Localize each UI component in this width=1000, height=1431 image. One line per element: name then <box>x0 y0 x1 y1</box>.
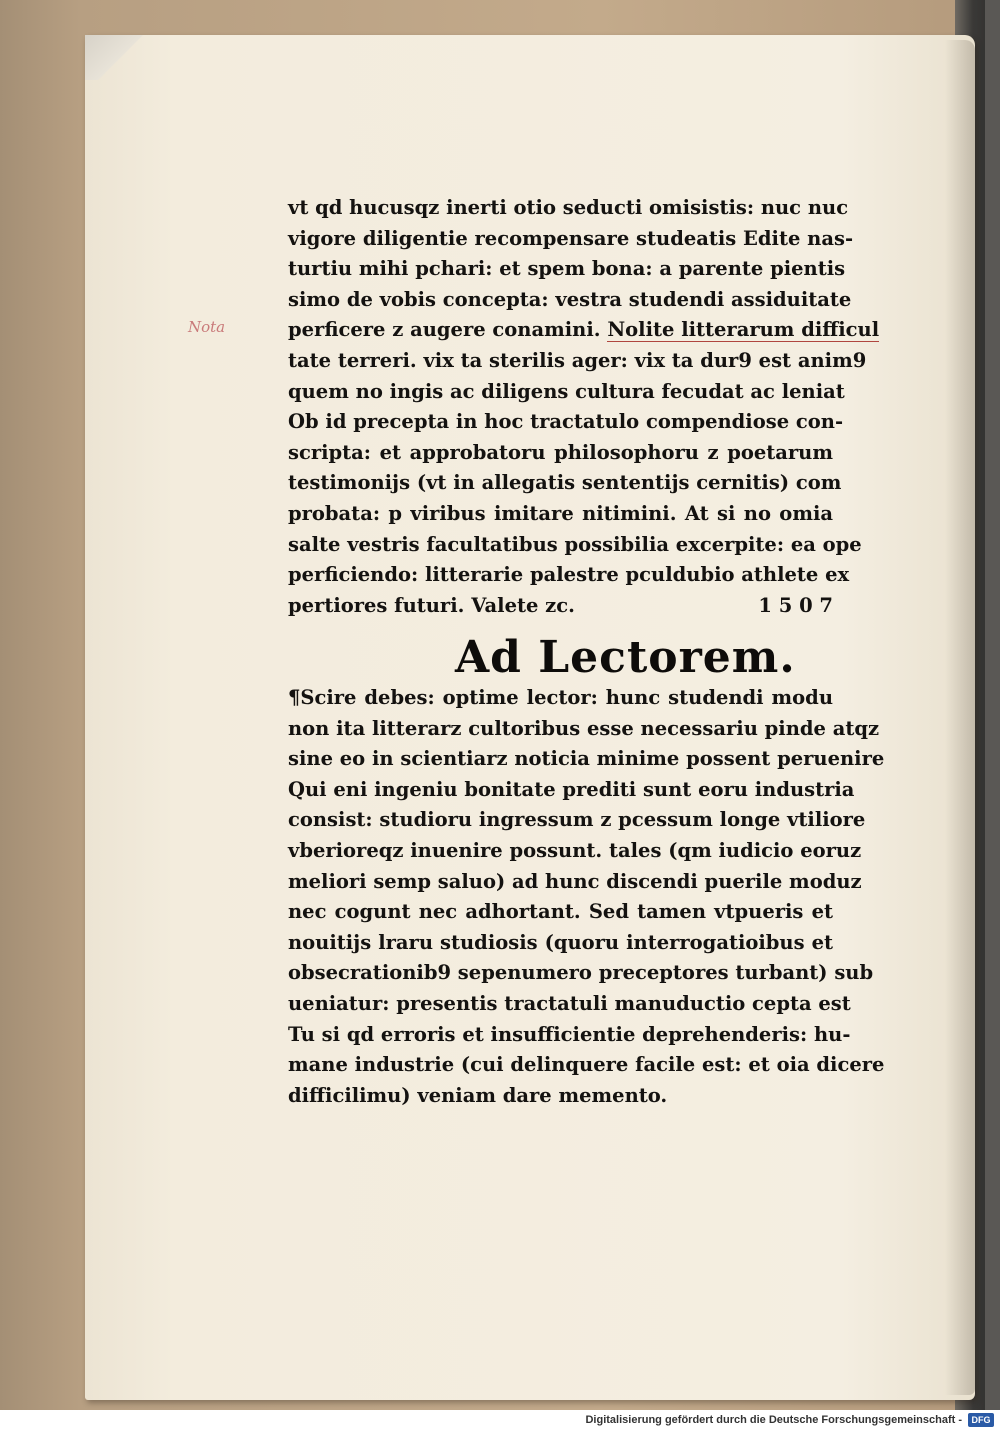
upper-text-block <box>288 193 880 621</box>
text-line: scripta: et approbatoru philosophoru z poetarum <box>288 440 833 464</box>
text-line: consist: studioru ingressum z pcessum longe vtiliore <box>288 808 866 832</box>
text-line: quem no ingis ac diligens cultura fecudat ac leniat <box>288 379 845 403</box>
text-line: Qui eni ingeniu bonitate prediti sunt eoru industria <box>288 777 855 801</box>
text-line: mane industrie (cui delinquere facile est: et oia dicere <box>288 1053 885 1077</box>
closing-line: pertiores futuri. Valete zc. <box>288 593 575 617</box>
section-heading: Ad Lectorem. <box>455 632 796 683</box>
text-segment: perficere z augere conamini. <box>288 318 601 342</box>
funding-credit: Digitalisierung gefördert durch die Deutsche Forschungsgemeinschaft - <box>585 1414 962 1426</box>
text-line: vt qd hucusqz inerti otio seducti omisistis: nuc nuc <box>288 196 849 219</box>
text-line: non ita litterarz cultoribus esse necessariu pinde atqz <box>288 716 880 740</box>
text-line: vigore diligentie recompensare studeatis Edite nas- <box>288 226 854 250</box>
margin-note: Nota <box>188 318 226 336</box>
text-line: Tu si qd erroris et insufficientie deprehenderis: hu- <box>288 1022 851 1046</box>
text-line: nouitijs lraru studiosis (quoru interrogatioibus et <box>288 930 833 954</box>
underlined-phrase: Nolite litterarum difficul <box>607 318 880 342</box>
page-corner <box>85 35 155 80</box>
text-line: meliori semp saluo) ad hunc discendi puerile moduz <box>288 869 862 893</box>
print-year: 1 5 0 7 <box>758 593 833 617</box>
text-line: sine eo in scientiarz noticia minime possent peruenire <box>288 747 885 771</box>
text-line: obsecrationib9 sepenumero preceptores turbant) sub <box>288 961 874 985</box>
text-line: difficilimu) veniam dare memento. <box>288 1083 668 1107</box>
text-line: ueniatur: presentis tractatuli manuductio cepta est <box>288 991 851 1015</box>
text-line: ¶Scire debes: optime lector: hunc studendi modu <box>288 686 833 709</box>
text-line: perficiendo: litterarie palestre pculdubio athlete ex <box>288 563 850 587</box>
text-line: probata: p viribus imitare nitimini. At si no omia <box>288 501 833 525</box>
text-line: nec cogunt nec adhortant. Sed tamen vtpueris et <box>288 900 833 924</box>
text-line: tate terreri. vix ta sterilis ager: vix ta dur9 est anim9 <box>288 348 867 372</box>
text-line: salte vestris facultatibus possibilia excerpite: ea ope <box>288 532 862 556</box>
text-line: simo de vobis concepta: vestra studendi assiduitate <box>288 287 852 311</box>
text-line: turtiu mihi pchari: et spem bona: a parente pientis <box>288 257 846 281</box>
text-line <box>288 315 880 346</box>
lower-text-block <box>288 683 885 1111</box>
dfg-logo-icon: DFG <box>968 1413 994 1427</box>
text-line: Ob id precepta in hoc tractatulo compendiose con- <box>288 410 844 434</box>
book-edge <box>985 0 1000 1410</box>
page-edge-shadow <box>945 40 975 1395</box>
text-line: vberioreqz inuenire possunt. tales (qm iudicio eoruz <box>288 838 862 862</box>
closing-row <box>288 591 833 622</box>
text-line: testimonijs (vt in allegatis sententijs cernitis) com <box>288 471 842 495</box>
